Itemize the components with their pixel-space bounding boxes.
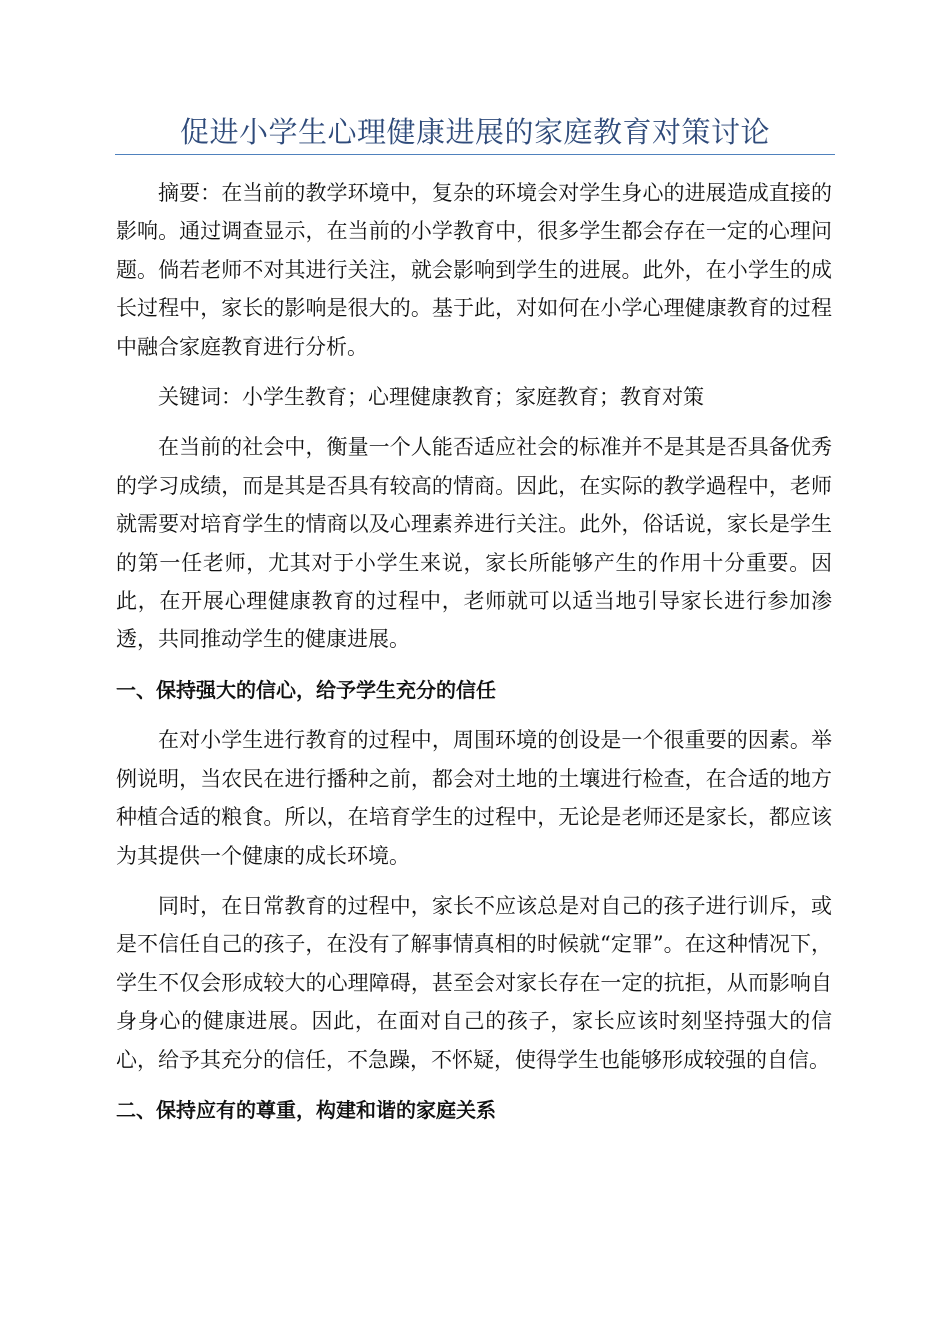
intro-paragraph: 在当前的社会中，衡量一个人能否适应社会的标准并不是其是否具备优秀的学习成绩，而是其是否具有较高的情商。因此，在实际的教学過程中，老师就需要对培育学生的情商以及心理素养进行关注。此外，俗话说，家长是学生的第一任老师，尤其对于小学生来说，家长所能够产生的作用十分重要。因此，在开展心理健康教育的过程中，老师就可以适当地引导家长进行参加渗透，共同推动学生的健康进展。 — [116, 435, 832, 652]
document-body — [116, 174, 832, 1141]
document-title: 促进小学生心理健康进展的家庭教育对策讨论 — [179, 115, 770, 149]
section-2-heading: 二、保持应有的尊重，构建和谐的家庭关系 — [116, 1097, 496, 1122]
section-1-paragraph-1: 在对小学生进行教育的过程中，周围环境的创设是一个很重要的因素。举例说明，当农民在进行播种之前，都会对土地的土壤进行检查，在合适的地方种植合适的粮食。所以，在培育学生的过程中，无论是老师还是家长，都应该为其提供一个健康的成长环境。 — [116, 728, 832, 868]
section-1-heading: 一、保持强大的信心，给予学生充分的信任 — [116, 677, 496, 702]
keywords-paragraph: 关键词：小学生教育；心理健康教育；家庭教育；教育对策 — [158, 385, 704, 410]
section-1-paragraph-2: 同时，在日常教育的过程中，家长不应该总是对自己的孩子进行训斥，或是不信任自己的孩子，在没有了解事情真相的时候就“定罪”。在这种情况下，学生不仅会形成较大的心理障碍，甚至会对家长存在一定的抗拒，从而影响自身身心的健康进展。因此，在面对自己的孩子，家长应该时刻坚持强大的信心，给予其充分的信任，不急躁，不怀疑，使得学生也能够形成较强的自信。 — [116, 893, 832, 1072]
abstract-paragraph: 摘要：在当前的教学环境中，复杂的环境会对学生身心的进展造成直接的影响。通过调查显示，在当前的小学教育中，很多学生都会存在一定的心理问题。倘若老师不对其进行关注，就会影响到学生的进展。此外，在小学生的成长过程中，家长的影响是很大的。基于此，对如何在小学心理健康教育的过程中融合家庭教育进行分析。 — [116, 181, 832, 359]
title-underline — [115, 154, 835, 155]
